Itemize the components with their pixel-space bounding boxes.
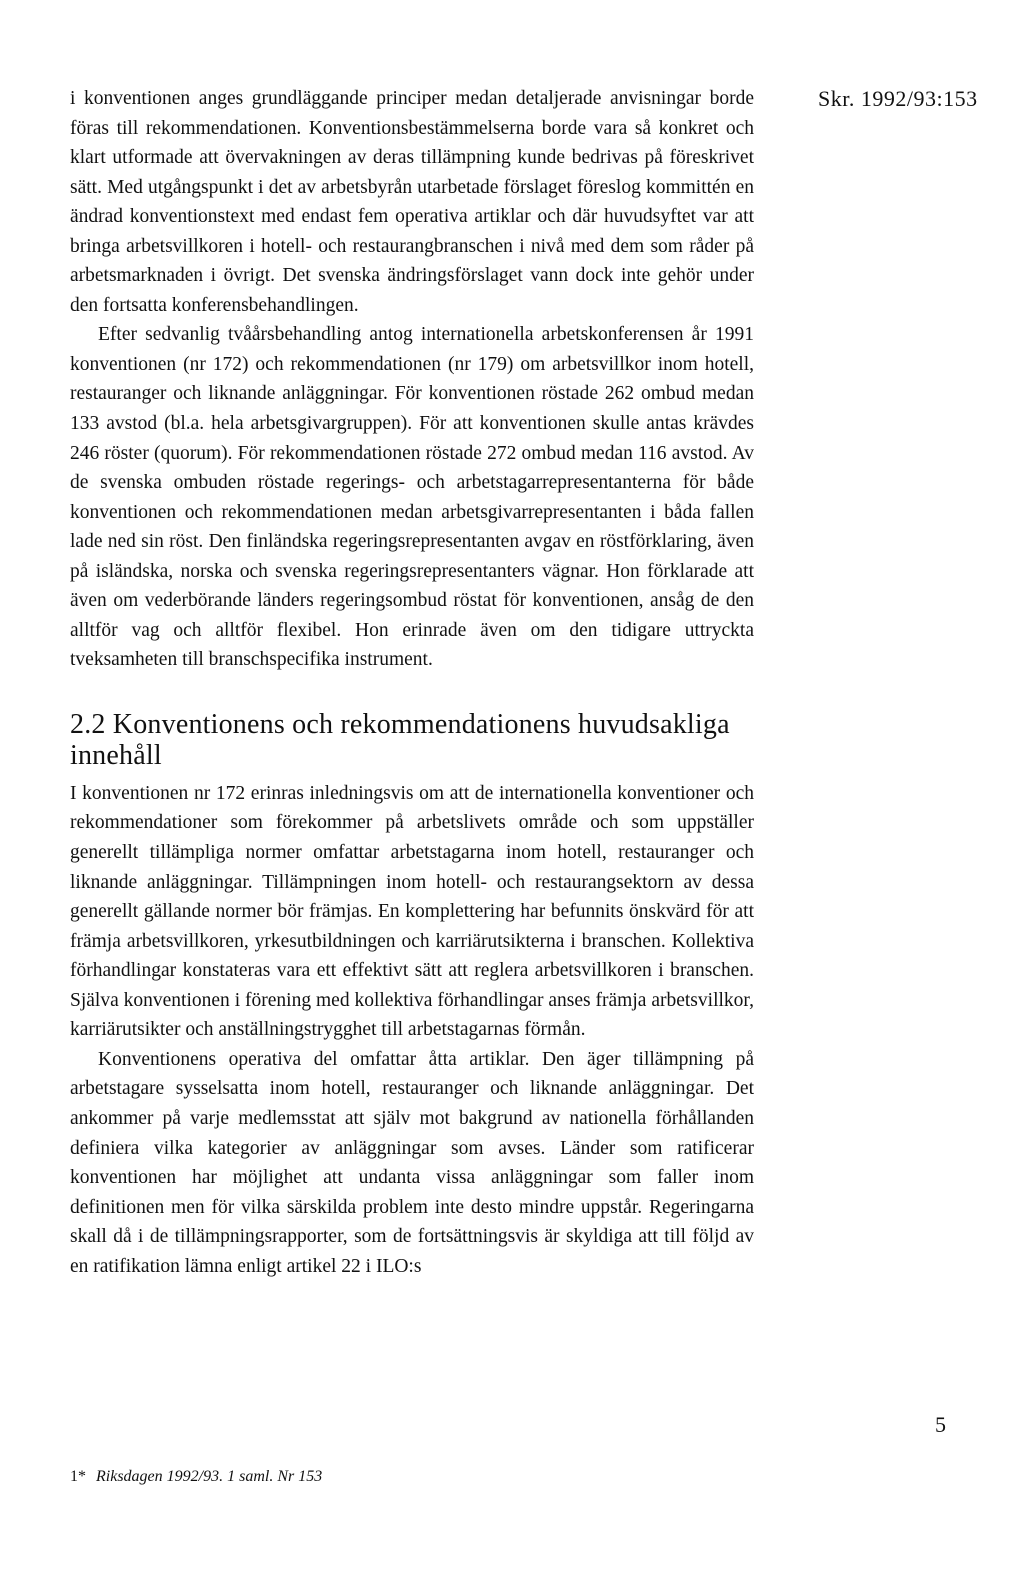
footnote-text: Riksdagen 1992/93. 1 saml. Nr 153 [96,1468,323,1485]
footnote-mark: 1* [70,1468,86,1485]
paragraph-3: I konventionen nr 172 erinras inledningsvis om att de internationella konventioner och rekommendationer som förekommer på arbetslivets område och som uppställer generellt tillämpliga normer omfattar arbetstagarna inom hotell, restauranger och liknande anläggningar. Tillämpningen inom hotell- och restaurangsektorn av dessa generellt gällande normer bör främjas. En komplettering har befunnits önskvärd för att främja arbetsvillkoren, yrkesutbildningen och karriärutsikterna i branschen. Kollektiva förhandlingar konstateras vara ett effektivt sätt att reglera arbetsvillkoren i branschen. Själva konventionen i förening med kollektiva förhandlingar anses främja arbetsvillkor, karriärutsikter och anställningstrygghet till arbetstagarnas förmån. [70,782,754,1041]
paragraph-1: i konventionen anges grundläggande principer medan detaljerade anvisningar borde föras till rekommendationen. Konventionsbestämmelserna borde vara så konkret och klart utformade att övervakningen av deras tillämpning kunde bedrivas på föreskrivet sätt. Med utgångspunkt i det av arbetsbyrån utarbetade förslaget föreslog kommittén en ändrad konventionstext med endast fem operativa artiklar och där huvudsyftet var att bringa arbetsvillkoren i hotell- och restaurangbranschen i nivå med dem som råder på arbetsmarknaden i övrigt. Det svenska ändringsförslaget vann dock inte gehör under den fortsatta konferensbehandlingen. [70,88,754,316]
page-number: 5 [935,1412,946,1437]
section-heading: 2.2 Konventionens och rekommendationens huvudsakliga innehåll [70,708,730,771]
paragraph-4: Konventionens operativa del omfattar åtta artiklar. Den äger tillämpning på arbetstagare sysselsatta inom hotell, restauranger och liknande anläggningar. Det ankommer på varje medlemsstat att själv mot bakgrund av nationella förhållanden definiera vilka kategorier av anläggningar som avses. Länder som ratificerar konventionen har möjlighet att undanta vissa anläggningar som faller inom definitionen men för vilka särskilda problem inte desto mindre uppstår. Regeringarna skall då i de tillämpningsrapporter, som de fortsättningsvis är skyldiga att till följd av en ratifikation lämna enligt artikel 22 i ILO:s [70,1048,754,1277]
page-reference: Skr. 1992/93:153 [818,86,978,111]
paragraph-2: Efter sedvanlig tvåårsbehandling antog internationella arbetskonferensen år 1991 konventionen (nr 172) och rekommendationen (nr 179) om arbetsvillkor inom hotell, restauranger och liknande anläggningar. För konventionen röstade 262 ombud medan 133 avstod (bl.a. hela arbetsgivargruppen). För att konventionen skulle antas krävdes 246 röster (quorum). För rekommendationen röstade 272 ombud medan 116 avstod. Av de svenska ombuden röstade regerings- och arbetstagarrepresentanterna för både konventionen och rekommendationen medan arbetsgivarrepresentanten i båda fallen lade ned sin röst. Den finländska regeringsrepresentanten avgav en röstförklaring, även på isländska, norska och svenska regeringsrepresentanters vägnar. Hon förklarade att även om vederbörande länders regeringsombud röstat för konventionen, ansåg de den alltför vag och alltför flexibel. Hon erinrade även om den tidigare uttryckta tveksamheten till branschspecifika instrument. [70,324,754,671]
footnote [70,1468,322,1486]
main-text-column [70,84,754,1281]
